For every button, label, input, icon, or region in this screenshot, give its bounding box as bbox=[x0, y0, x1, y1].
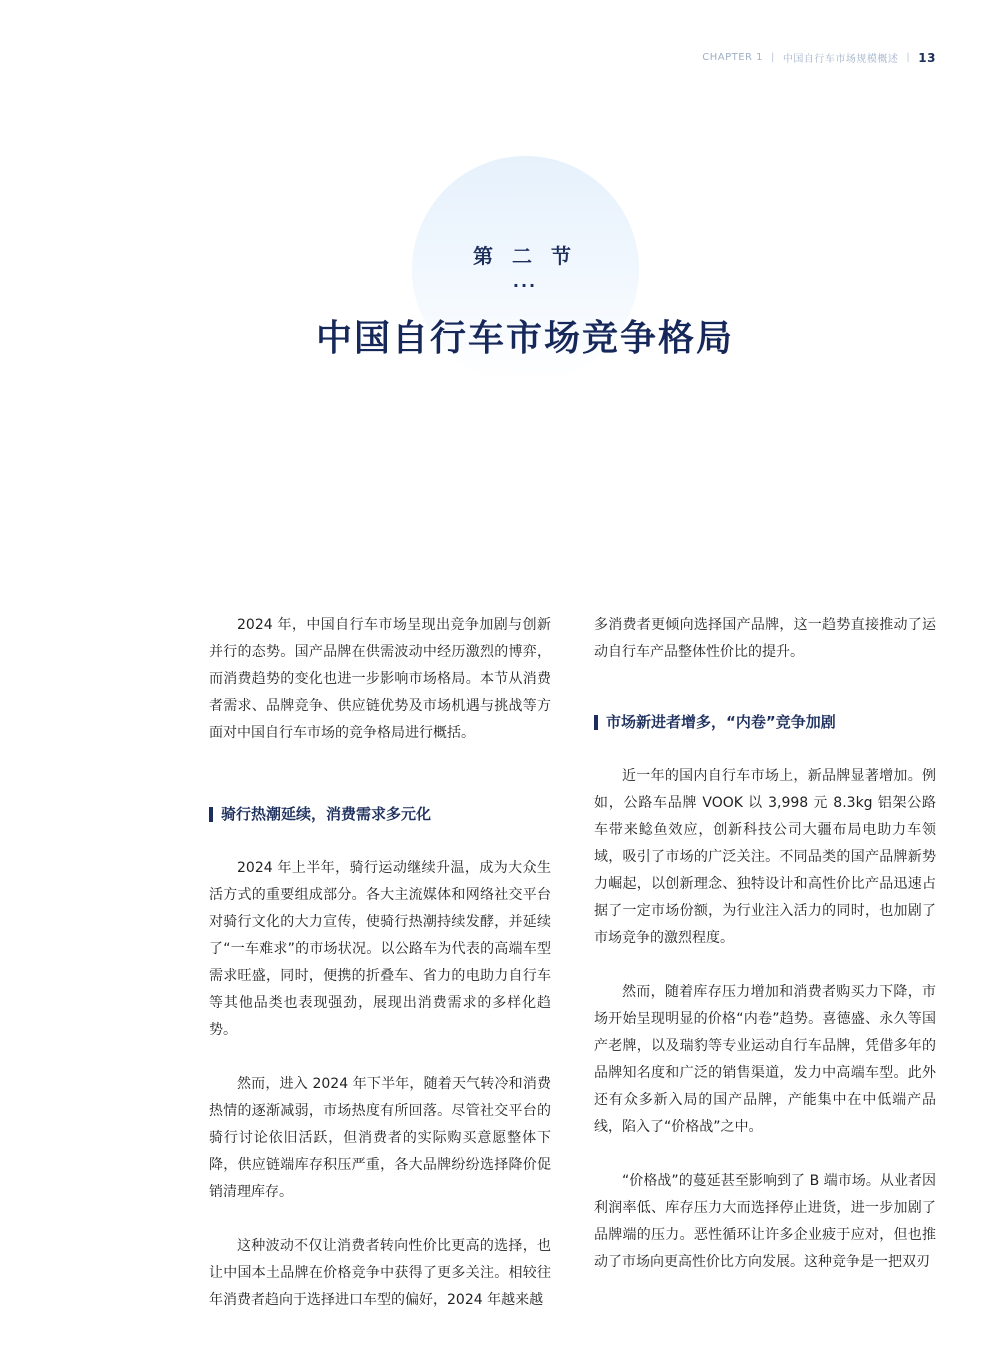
continued-paragraph: 多消费者更倾向选择国产品牌，这一趋势直接推动了运动自行车产品整体性价比的提升。 bbox=[594, 617, 936, 660]
subsection-heading bbox=[594, 709, 936, 736]
body-paragraph: “价格战”的蔓延甚至影响到了 B 端市场。从业者因利润率低、库存压力大而选择停止进货，进一步加剧了品牌端的压力。恶性循环让许多企业疲于应对，但也推动了市场向更高性价比方向发展。这种竞争是一把双刃 bbox=[594, 1173, 936, 1270]
body-paragraph: 2024 年上半年，骑行运动继续升温，成为大众生活方式的重要组成部分。各大主流媒体和网络社交平台对骑行文化的大力宣传，使骑行热潮持续发酵，并延续了“一车难求”的市场状况。以公路车为代表的高端车型需求旺盛，同时，便携的折叠车、省力的电助力自行车等其他品类也表现强劲，展现出消费需求的多样化趋势。 bbox=[209, 860, 551, 1038]
subsection-heading bbox=[209, 801, 551, 828]
section-label: 第 二 节 bbox=[473, 244, 577, 268]
body-paragraph: 近一年的国内自行车市场上，新品牌显著增加。例如，公路车品牌 VOOK 以 3,998 元 8.3kg 铝架公路车带来鲶鱼效应，创新科技公司大疆布局电助力车领域，吸引了市场的广泛关注。不同品类的国产品牌新势力崛起，以创新理念、独特设计和高性价比产品迅速占据了一定市场份额，为行业注入活力的同时，也加剧了市场竞争的激烈程度。 bbox=[594, 768, 936, 946]
right-column bbox=[594, 612, 936, 1276]
heading-bar-icon bbox=[594, 715, 598, 730]
intro-paragraph: 2024 年，中国自行车市场呈现出竞争加剧与创新并行的态势。国产品牌在供需波动中经历激烈的博弈，而消费趋势的变化也进一步影响市场格局。本节从消费者需求、品牌竞争、供应链优势及市场机遇与挑战等方面对中国自行车市场的竞争格局进行概括。 bbox=[209, 617, 551, 741]
heading-text: 骑行热潮延续，消费需求多元化 bbox=[221, 805, 432, 823]
heading-text: 市场新进者增多，“内卷”竞争加剧 bbox=[606, 713, 836, 731]
heading-bar-icon bbox=[209, 807, 213, 822]
chapter-title: 中国自行车市场规模概述 bbox=[782, 54, 899, 65]
section-title: 中国自行车市场竞争格局 bbox=[315, 318, 734, 359]
header-divider: | bbox=[906, 52, 911, 63]
body-paragraph: 然而，随着库存压力增加和消费者购买力下降，市场开始呈现明显的价格“内卷”趋势。喜德盛、永久等国产老牌，以及瑞豹等专业运动自行车品牌，凭借多年的品牌知名度和广泛的销售渠道，发力中高端车型。此外还有众多新入局的国产品牌，产能集中在中低端产品线，陷入了“价格战”之中。 bbox=[594, 984, 936, 1135]
page-number: 13 bbox=[918, 50, 936, 65]
header-divider: | bbox=[771, 52, 775, 63]
section-dots: ··· bbox=[512, 276, 538, 295]
body-paragraph: 然而，进入 2024 年下半年，随着天气转冷和消费热情的逐渐减弱，市场热度有所回落。尽管社交平台的骑行讨论依旧活跃，但消费者的实际购买意愿整体下降，供应链端库存积压严重，各大品牌纷纷选择降价促销清理库存。 bbox=[209, 1076, 551, 1200]
running-header bbox=[702, 50, 936, 65]
chapter-label: CHAPTER 1 bbox=[702, 52, 764, 63]
body-paragraph: 这种波动不仅让消费者转向性价比更高的选择，也让中国本土品牌在价格竞争中获得了更多关注。相较往年消费者趋向于选择进口车型的偏好，2024 年越来越 bbox=[209, 1238, 551, 1308]
left-column bbox=[209, 612, 551, 1314]
